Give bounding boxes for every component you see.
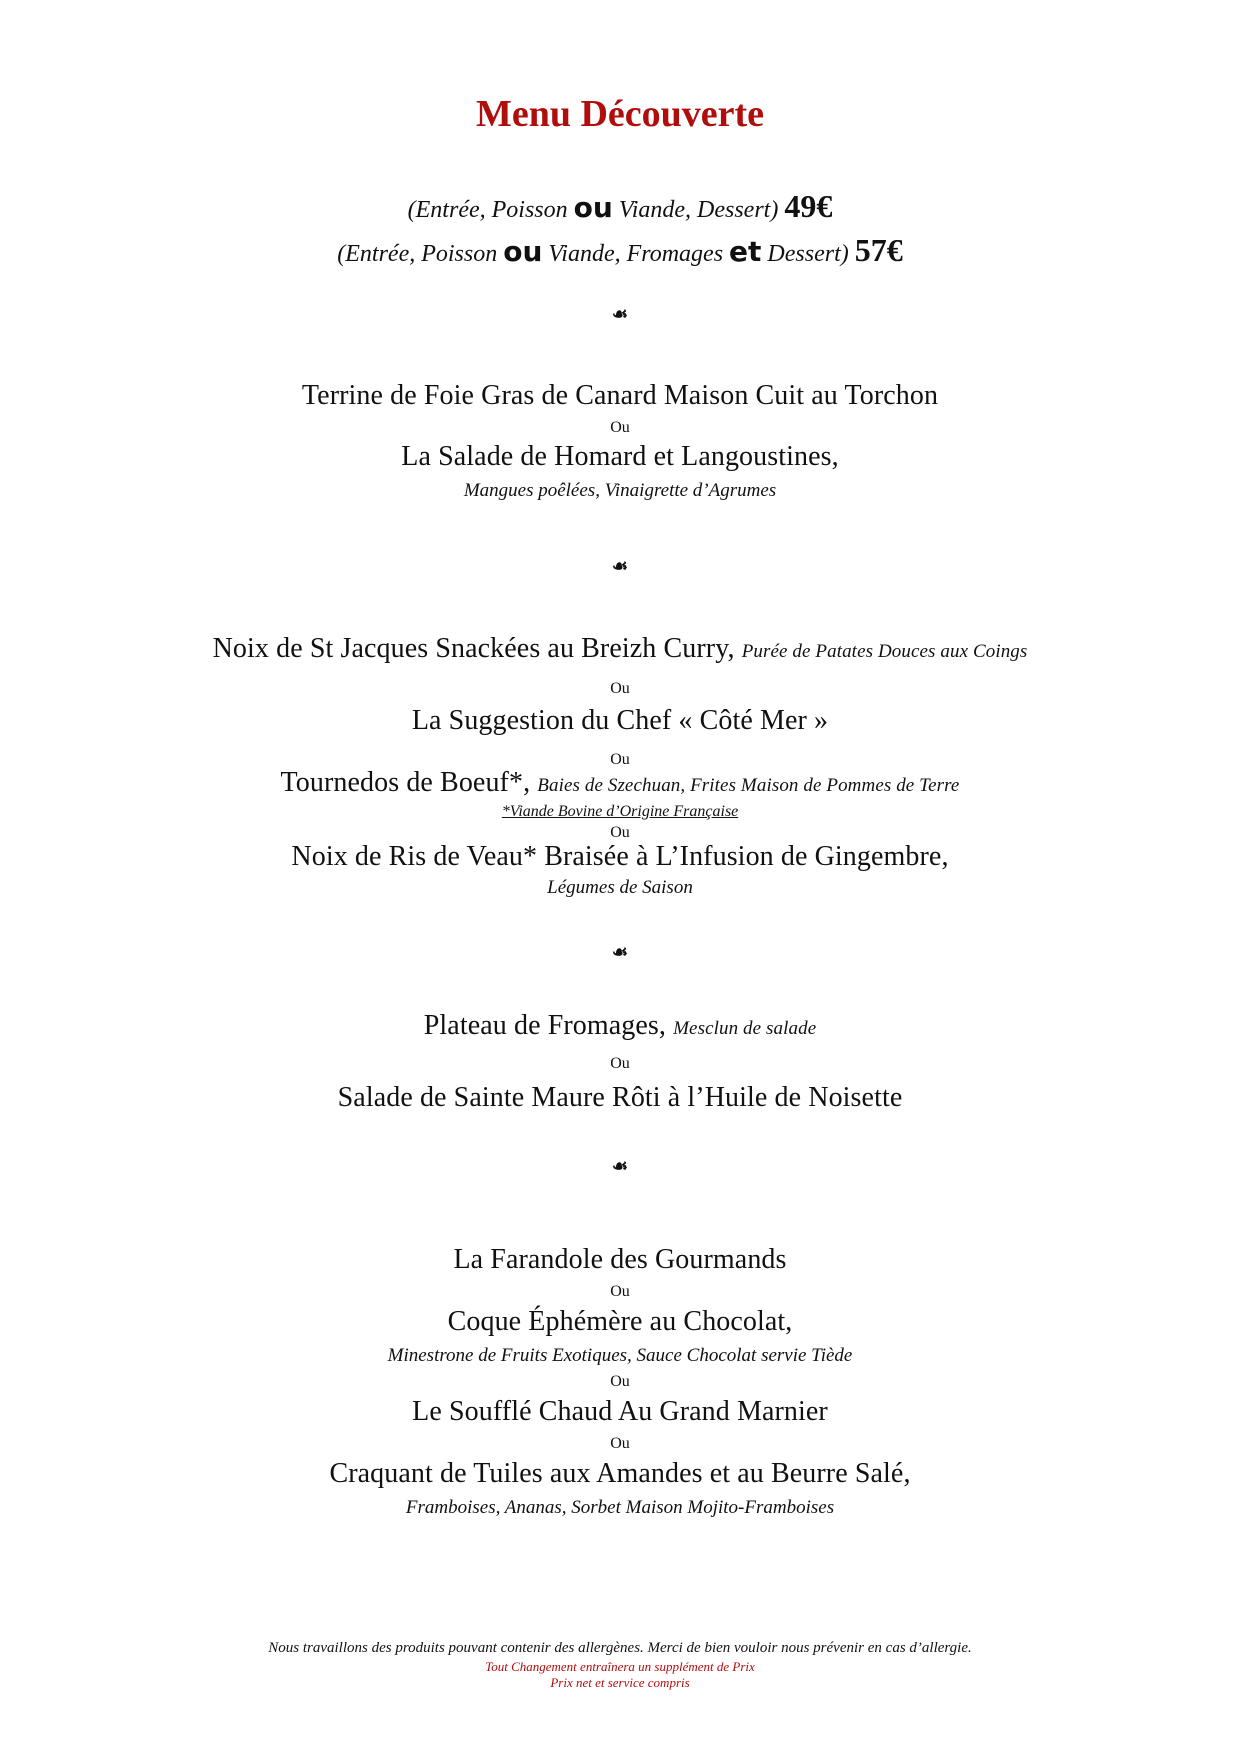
formula-conjunction: ou [573, 191, 613, 224]
formula-price: 57€ [854, 232, 903, 268]
plat-description: Légumes de Saison [547, 877, 693, 898]
fromage-inline-description: Mesclun de salade [673, 1018, 817, 1039]
plat-name: Noix de St Jacques Snackées au Breizh Curry, [212, 633, 742, 664]
or-separator: Ou [610, 419, 630, 436]
fleuron-ornament-icon: ☙ [611, 942, 629, 962]
plat-item [0, 767, 1240, 799]
formula-text: (Entrée, Poisson [407, 197, 574, 223]
dessert-item: Craquant de Tuiles aux Amandes et au Beurre Salé, [329, 1458, 911, 1489]
or-separator: Ou [610, 680, 630, 697]
formula-text: Viande, Dessert) [612, 197, 785, 223]
plat-name: Tournedos de Boeuf*, [280, 767, 538, 798]
entree-item: La Salade de Homard et Langoustines, [401, 441, 839, 472]
plat-item: La Suggestion du Chef « Côté Mer » [411, 705, 829, 736]
dessert-item: Coque Éphémère au Chocolat, [447, 1306, 793, 1337]
dessert-item: La Farandole des Gourmands [453, 1244, 787, 1275]
formula-price: 49€ [784, 188, 833, 224]
formula-text: (Entrée, Poisson [337, 241, 504, 267]
or-separator: Ou [610, 1435, 630, 1452]
or-separator: Ou [610, 1373, 630, 1390]
formula-text: Dessert) [761, 241, 855, 267]
plat-item [0, 633, 1240, 665]
service-notice: Prix net et service compris [550, 1675, 690, 1690]
dessert-item: Le Soufflé Chaud Au Grand Marnier [412, 1396, 828, 1427]
formula-text: Viande, Fromages [542, 241, 730, 267]
formula-2 [0, 232, 1240, 269]
fleuron-ornament-icon: ☙ [611, 1156, 629, 1176]
or-separator: Ou [610, 751, 630, 768]
dessert-description: Minestrone de Fruits Exotiques, Sauce Chocolat servie Tiède [387, 1345, 853, 1366]
or-separator: Ou [610, 1283, 630, 1300]
dessert-description: Framboises, Ananas, Sorbet Maison Mojito-Framboises [405, 1497, 835, 1518]
fromage-name: Plateau de Fromages, [423, 1010, 674, 1041]
plat-item: Noix de Ris de Veau* Braisée à L’Infusion de Gingembre, [291, 841, 949, 872]
fromage-item [0, 1010, 1240, 1042]
plat-inline-description: Baies de Szechuan, Frites Maison de Pommes de Terre [537, 775, 960, 796]
formula-conjunction: et [729, 235, 762, 268]
changes-notice: Tout Changement entraînera un supplément de Prix [485, 1659, 755, 1674]
origin-note: *Viande Bovine d’Origine Française [501, 803, 739, 820]
entree-description: Mangues poêlées, Vinaigrette d’Agrumes [463, 480, 777, 501]
fromage-item: Salade de Sainte Maure Rôti à l’Huile de Noisette [337, 1082, 903, 1113]
menu-title: Menu Découverte [475, 93, 765, 135]
plat-inline-description: Purée de Patates Douces aux Coings [741, 641, 1028, 662]
entree-item: Terrine de Foie Gras de Canard Maison Cuit au Torchon [301, 380, 939, 411]
fleuron-ornament-icon: ☙ [611, 304, 629, 324]
allergen-notice: Nous travaillons des produits pouvant contenir des allergènes. Merci de bien vouloir nous prévenir en cas d’allergie. [268, 1640, 972, 1656]
fleuron-ornament-icon: ☙ [611, 556, 629, 576]
formula-1 [0, 188, 1240, 225]
or-separator: Ou [610, 824, 630, 841]
formula-conjunction: ou [503, 235, 543, 268]
or-separator: Ou [610, 1055, 630, 1072]
